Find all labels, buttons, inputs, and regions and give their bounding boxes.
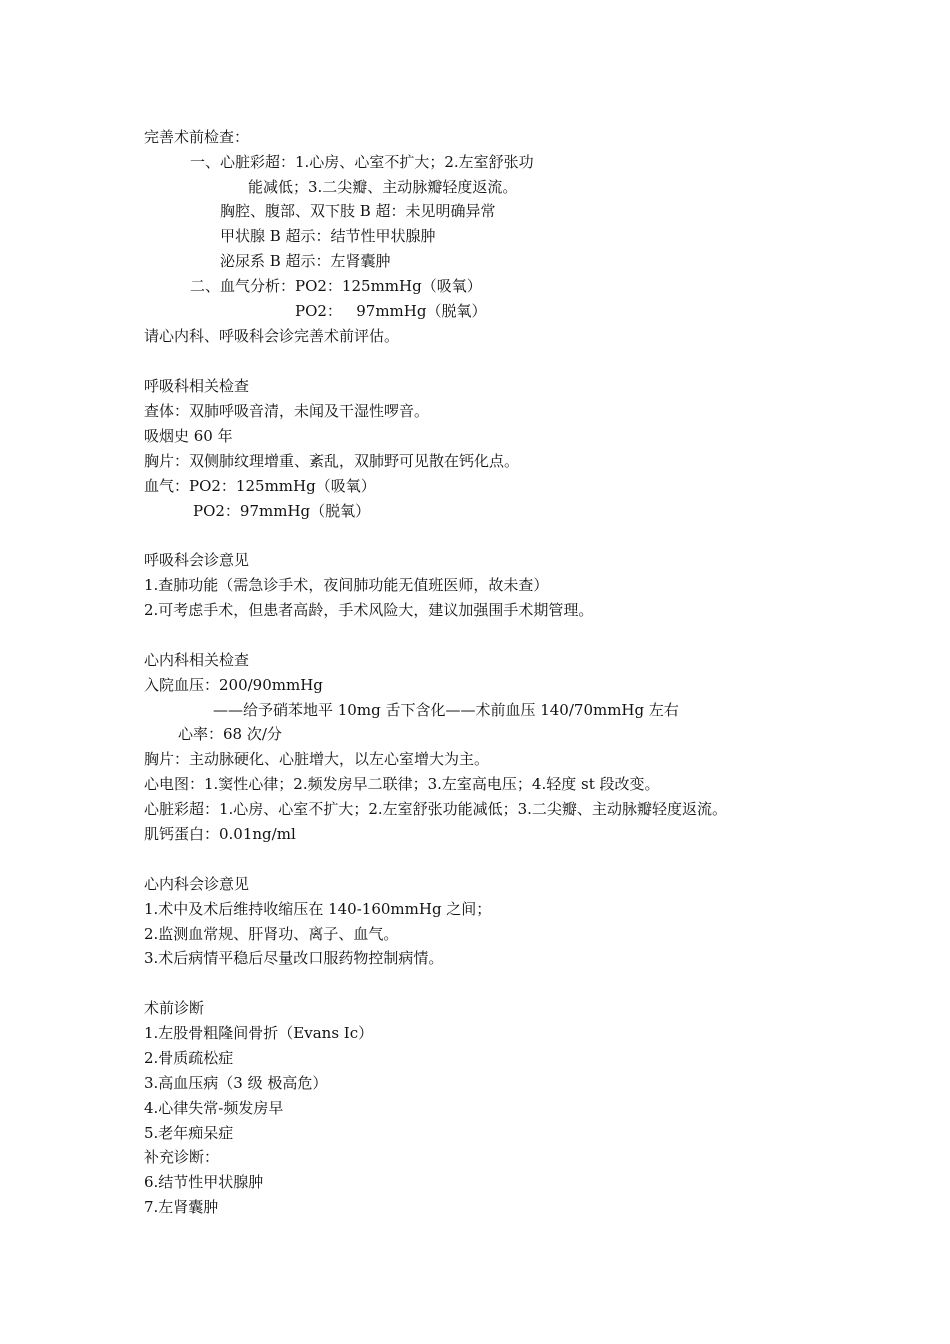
preop-heading: 完善术前检查： <box>144 128 250 146</box>
preop-item2-line2: PO2： 97mmHg（脱氧） <box>295 302 487 320</box>
cardio-bp-treatment: ——给予硝苯地平 10mg 舌下含化——术前血压 140/70mmHg 左右 <box>213 701 679 719</box>
preop-urinary-ultrasound: 泌尿系 B 超示：左肾囊肿 <box>220 252 391 270</box>
list-item: 4.心律失常-频发房早 <box>144 1099 284 1117</box>
list-item: 1.术中及术后维持收缩压在 140-160mmHg 之间； <box>144 900 492 918</box>
list-item: 1.查肺功能（需急诊手术，夜间肺功能无值班医师，故未查） <box>144 576 549 594</box>
list-item: 3.术后病情平稳后尽量改口服药物控制病情。 <box>144 949 444 967</box>
resp-chest-xray: 胸片：双侧肺纹理增重、紊乱，双肺野可见散在钙化点。 <box>144 452 520 470</box>
supplement-diagnosis-heading: 补充诊断： <box>144 1148 220 1166</box>
list-item: 3.高血压病（3 级 极高危） <box>144 1074 328 1092</box>
cardio-opinion-heading: 心内科会诊意见 <box>144 875 250 893</box>
resp-blood-gas-1: 血气：PO2：125mmHg（吸氧） <box>144 477 376 495</box>
list-item: 2.可考虑手术，但患者高龄，手术风险大，建议加强围手术期管理。 <box>144 601 594 619</box>
cardio-ecg: 心电图：1.窦性心律；2.频发房早二联律；3.左室高电压；4.轻度 st 段改变。 <box>144 775 660 793</box>
list-item: 2.骨质疏松症 <box>144 1049 234 1067</box>
list-item: 7.左肾囊肿 <box>144 1198 219 1216</box>
list-item: 1.左股骨粗隆间骨折（Evans Ic） <box>144 1024 374 1042</box>
preop-chest-ultrasound: 胸腔、腹部、双下肢 B 超：未见明确异常 <box>220 202 496 220</box>
resp-blood-gas-2: PO2：97mmHg（脱氧） <box>193 502 371 520</box>
preop-item1-line1: 一、心脏彩超：1.心房、心室不扩大；2.左室舒张功 <box>190 153 534 171</box>
resp-physical-exam: 查体：双肺呼吸音清，未闻及干湿性啰音。 <box>144 402 430 420</box>
cardio-admission-bp: 入院血压：200/90mmHg <box>144 676 323 694</box>
preop-item1-line2: 能减低；3.二尖瓣、主动脉瓣轻度返流。 <box>248 178 518 196</box>
cardio-exam-heading: 心内科相关检查 <box>144 651 250 669</box>
preop-thyroid-ultrasound: 甲状腺 B 超示：结节性甲状腺肿 <box>220 227 436 245</box>
cardio-chest-xray: 胸片：主动脉硬化、心脏增大，以左心室增大为主。 <box>144 750 490 768</box>
cardio-echo: 心脏彩超：1.心房、心室不扩大；2.左室舒张功能减低；3.二尖瓣、主动脉瓣轻度返流。 <box>144 800 727 818</box>
list-item: 6.结节性甲状腺肿 <box>144 1173 264 1191</box>
cardio-heart-rate: 心率：68 次/分 <box>178 725 282 743</box>
preop-item2-line1: 二、血气分析：PO2：125mmHg（吸氧） <box>190 277 482 295</box>
resp-opinion-heading: 呼吸科会诊意见 <box>144 551 250 569</box>
cardio-troponin: 肌钙蛋白：0.01ng/ml <box>144 825 296 843</box>
list-item: 2.监测血常规、肝肾功、离子、血气。 <box>144 925 399 943</box>
diagnosis-heading: 术前诊断 <box>144 999 205 1017</box>
resp-smoking-history: 吸烟史 60 年 <box>144 427 233 445</box>
preop-consult-request: 请心内科、呼吸科会诊完善术前评估。 <box>144 327 400 345</box>
resp-exam-heading: 呼吸科相关检查 <box>144 377 250 395</box>
list-item: 5.老年痴呆症 <box>144 1124 234 1142</box>
